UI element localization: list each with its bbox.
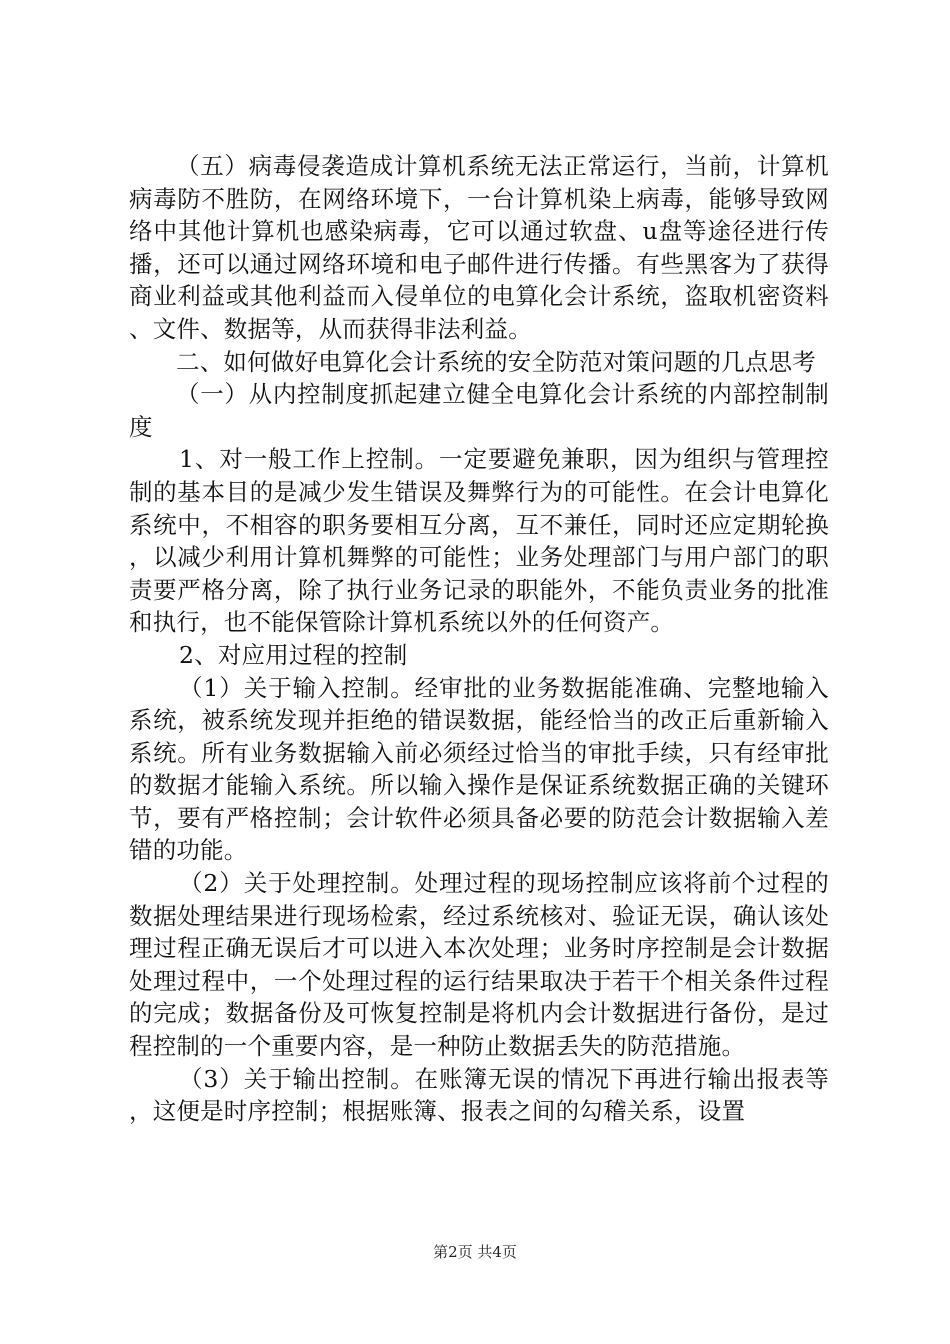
document-body [129, 150, 829, 1128]
paragraph-virus-risk: （五）病毒侵袭造成计算机系统无法正常运行，当前，计算机病毒防不胜防，在网络环境下，一台计算机染上病毒，能够导致网络中其他计算机也感染病毒，它可以通过软盘、u盘等途径进行传播，还可以通过网络环境和电子邮件进行传播。有些黑客为了获得商业利益或其他利益而入侵单位的电算化会计系统，盗取机密资料、文件、数据等，从而获得非法利益。 [129, 152, 829, 343]
paragraph-output-control: （3）关于输出控制。在账簿无误的情况下再进行输出报表等，这便是时序控制；根据账簿、报表之间的勾稽关系，设置 [129, 1064, 829, 1126]
paragraph-processing-control: （2）关于处理控制。处理过程的现场控制应该将前个过程的数据处理结果进行现场检索，经过系统核对、验证无误，确认该处理过程正确无误后才可以进入本次处理；业务时序控制是会计数据处理过程中，一个处理过程的运行结果取决于若干个相关条件过程的完成；数据备份及可恢复控制是将机内会计数据进行备份，是过程控制的一个重要内容，是一种防止数据丢失的防范措施。 [129, 869, 829, 1061]
subsection-heading-one: （一）从内控制度抓起建立健全电算化会计系统的内部控制制度 [129, 380, 829, 441]
paragraph-general-control: 1、对一般工作上控制。一定要避免兼职，因为组织与管理控制的基本目的是减少发生错误及舞弊行为的可能性。在会计电算化系统中，不相容的职务要相互分离，互不兼任，同时还应定期轮换，以减少利用计算机舞弊的可能性；业务处理部门与用户部门的职责要严格分离，除了执行业务记录的职能外，不能负责业务的批准和执行，也不能保管除计算机系统以外的任何资产。 [129, 445, 829, 637]
paragraph-application-control-heading: 2、对应用过程的控制 [179, 640, 408, 669]
paragraph-input-control: （1）关于输入控制。经审批的业务数据能准确、完整地输入系统，被系统发现并拒绝的错误数据，能经恰当的改正后重新输入系统。所有业务数据输入前必须经过恰当的审批手续，只有经审批的数据才能输入系统。所以输入操作是保证系统数据正确的关键环节，要有严格控制；会计软件必须具备必要的防范会计数据输入差错的功能。 [129, 673, 829, 865]
section-heading-two: 二、如何做好电算化会计系统的安全防范对策问题的几点思考 [176, 347, 816, 376]
page-number-footer: 第2页 共4页 [433, 1243, 517, 1261]
